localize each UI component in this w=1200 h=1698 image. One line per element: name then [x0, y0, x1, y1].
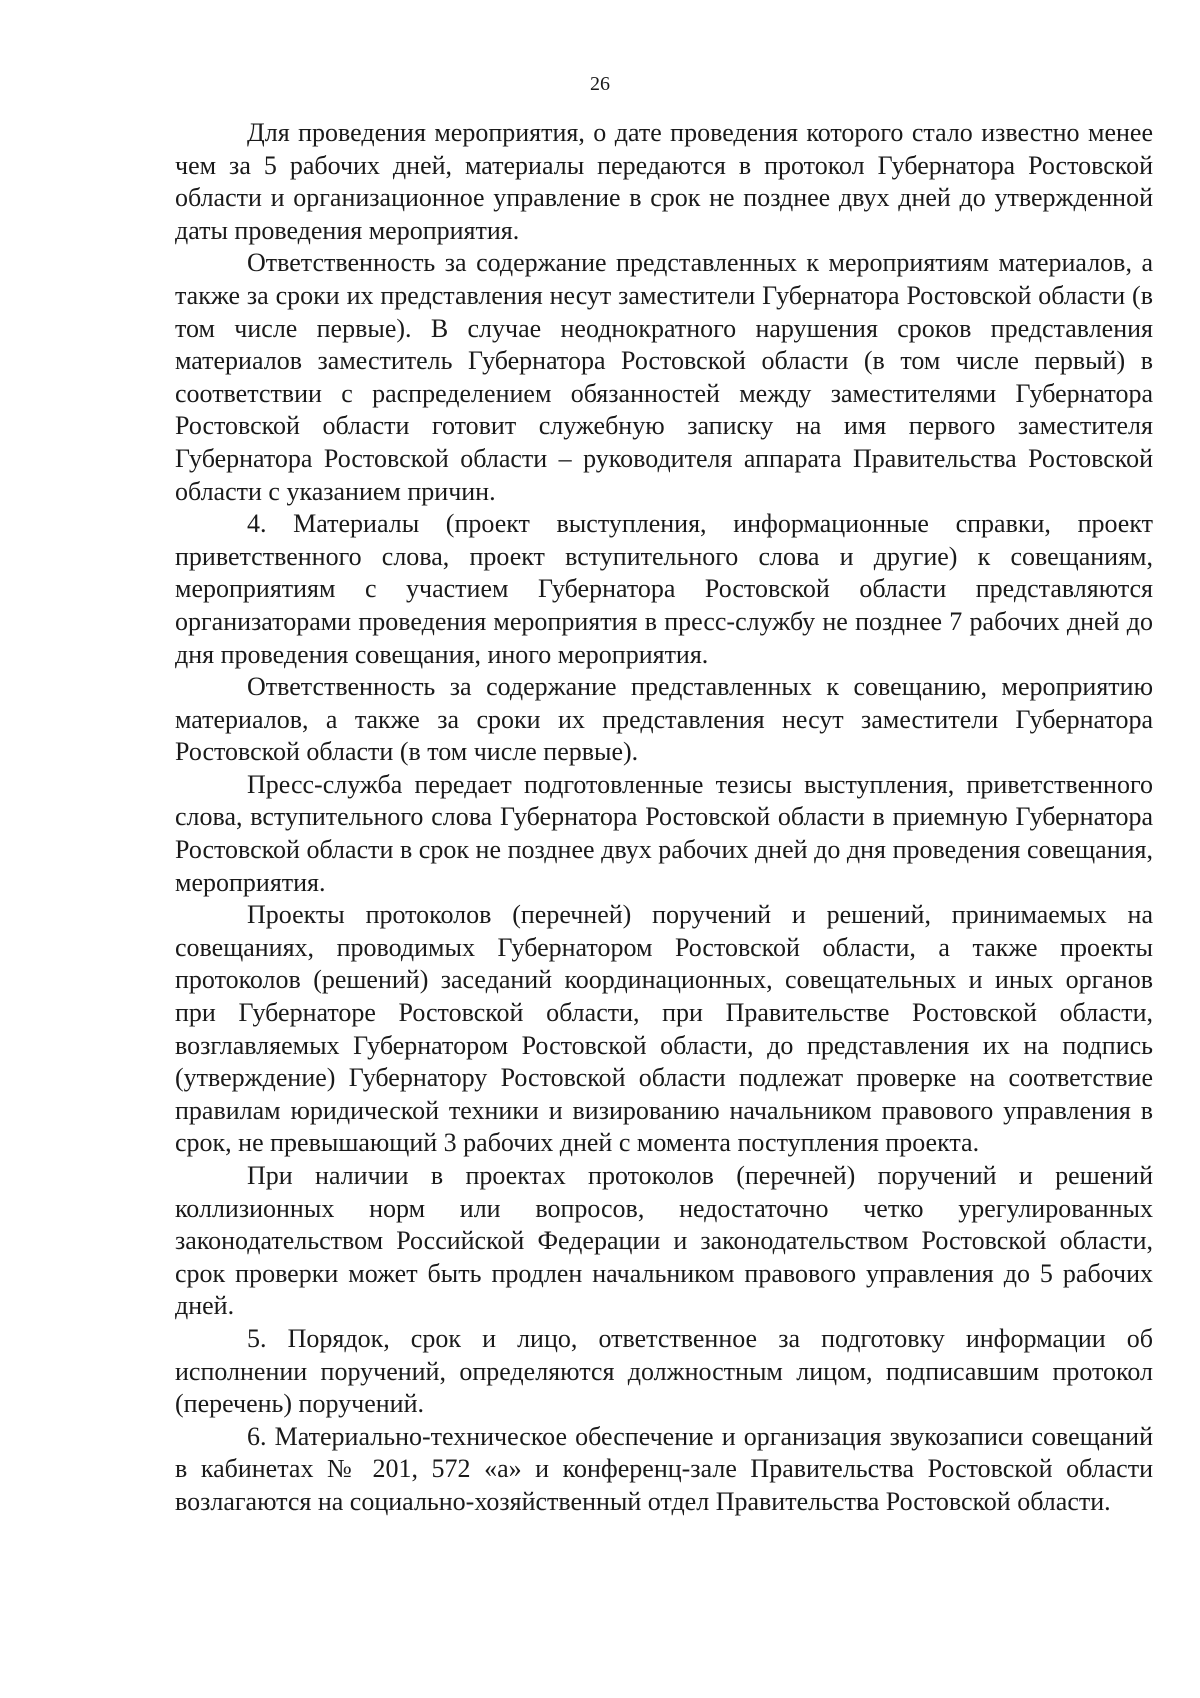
paragraph: Ответственность за содержание представленных к мероприятиям материалов, а также за сроки их представления несут заместители Губернатора Ростовской области (в том числе первые). В случае неоднократного нарушения сроков представления материалов заместитель Губернатора Ростовской области (в том числе первый) в соответствии с распределением обязанностей между заместителями Губернатора Ростовской области готовит служебную записку на имя первого заместителя Губернатора Ростовской области – руководителя аппарата Правительства Ростовской области с указанием причин.	[175, 248, 1153, 506]
paragraph: 5. Порядок, срок и лицо, ответственное за подготовку информации об исполнении поручений, определяются должностным лицом, подписавшим протокол (перечень) поручений.	[175, 1323, 1153, 1419]
page-number: 26	[590, 73, 610, 95]
paragraph: 4. Материалы (проект выступления, информационные справки, проект приветственного слова, проект вступительного слова и другие) к совещаниям, мероприятиям с участием Губернатора Ростовской области представляются организаторами проведения мероприятия в пресс-службу не позднее 7 рабочих дней до дня проведения совещания, иного мероприятия.	[175, 509, 1153, 669]
paragraph: При наличии в проектах протоколов (перечней) поручений и решений коллизионных норм или вопросов, недостаточно четко урегулированных законодательством Российской Федерации и законодательством Ростовской области, срок проверки может быть продлен начальником правового управления до 5 рабочих дней.	[175, 1161, 1153, 1321]
paragraph: Для проведения мероприятия, о дате проведения которого стало известно менее чем за 5 рабочих дней, материалы передаются в протокол Губернатора Ростовской области и организационное управление в срок не позднее двух дней до утвержденной даты проведения мероприятия.	[175, 118, 1153, 245]
paragraph: Проекты протоколов (перечней) поручений и решений, принимаемых на совещаниях, проводимых Губернатором Ростовской области, а также проекты протоколов (решений) заседаний координационных, совещательных и иных органов при Губернаторе Ростовской области, при Правительстве Ростовской области, возглавляемых Губернатором Ростовской области, до представления их на подпись (утверждение) Губернатору Ростовской области подлежат проверке на соответствие правилам юридической техники и визированию начальником правового управления в срок, не превышающий 3 рабочих дней с момента поступления проекта.	[175, 900, 1153, 1158]
paragraph: Пресс-служба передает подготовленные тезисы выступления, приветственного слова, вступительного слова Губернатора Ростовской области в приемную Губернатора Ростовской области в срок не позднее двух рабочих дней до дня проведения совещания, мероприятия.	[175, 769, 1153, 897]
document-body	[175, 117, 1153, 1519]
paragraph: Ответственность за содержание представленных к совещанию, мероприятию материалов, а также за сроки их представления несут заместители Губернатора Ростовской области (в том числе первые).	[175, 672, 1153, 767]
paragraph: 6. Материально-техническое обеспечение и организация звукозаписи совещаний в кабинетах № 201, 572 «а» и конференц-зале Правительства Ростовской области возлагаются на социально-хозяйственный отдел Правительства Ростовской области.	[175, 1421, 1153, 1516]
